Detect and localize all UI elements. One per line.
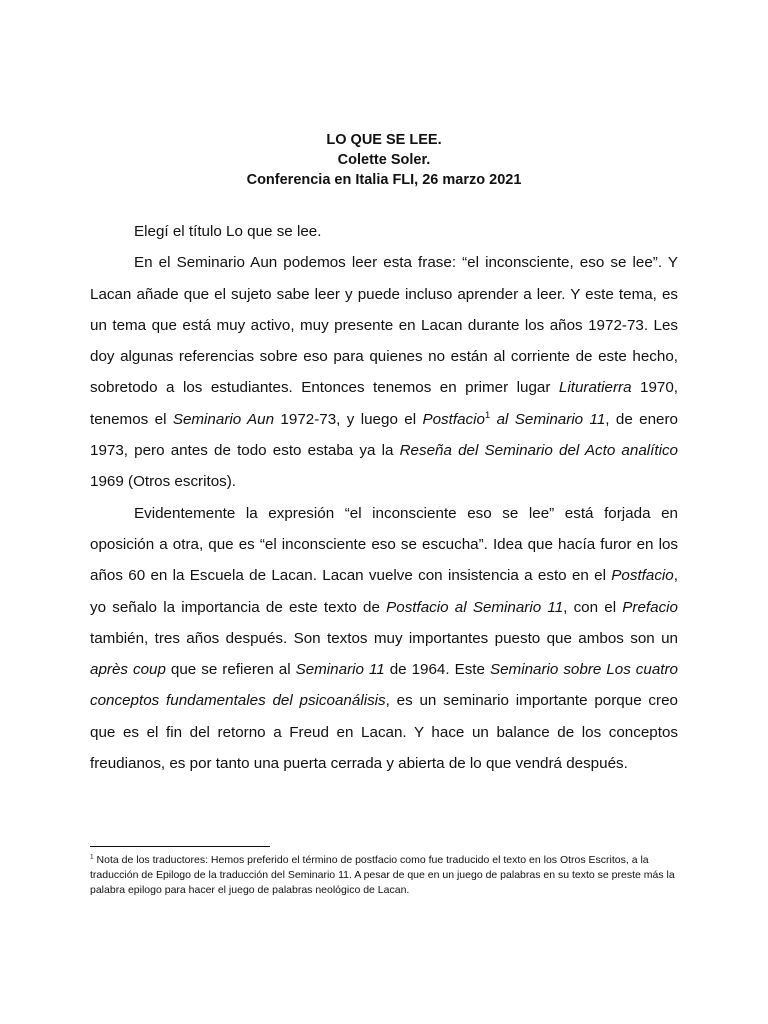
text-run: Evidentemente la expresión “el inconsciente eso se lee” está forjada en oposición a otra, que es “el inconsciente eso se escucha”. Idea que hacía furor en los años 60 en la Escuela de Lacan. Lacan vuelve con insistencia a esto en el [90, 504, 678, 585]
italic-run: Postfacio al Seminario 11 [386, 598, 564, 616]
italic-run: al Seminario 11 [490, 410, 606, 428]
paragraph-1: Elegí el título Lo que se lee. [134, 223, 322, 240]
text-run: 1970, tenemos el [90, 379, 679, 428]
text-run: que se refieren al [165, 661, 296, 679]
italic-run: Prefacio [622, 598, 678, 616]
text-run: , yo señalo la importancia de este texto de [90, 567, 678, 616]
document-body [90, 216, 678, 779]
text-run: , con el [563, 598, 623, 616]
document-title: LO QUE SE LEE. [326, 132, 442, 148]
footnote-text: Nota de los traductores: Hemos preferido el término de postfacio como fue traducido el texto en los Otros Escritos, a la traducción de Epilogo de la traducción del Seminario 11. A pesar de que en un juego de palabras en su texto se preste más la palabra epilogo para hacer el juego de palabras neológico de Lacan. [90, 854, 675, 896]
italic-run: Postfacio [422, 410, 485, 428]
document-header [90, 130, 678, 190]
italic-run: Lituratierra [558, 379, 632, 397]
footnote-divider [90, 846, 270, 847]
italic-run: après coup [90, 661, 166, 679]
footnote-ref[interactable]: 1 [484, 408, 491, 420]
italic-run: Seminario Aun [172, 410, 275, 428]
text-run: , de enero 1973, pero antes de todo esto estaba ya la [90, 410, 678, 460]
paragraph-2 [90, 247, 678, 497]
footnote-number: 1 [90, 853, 94, 861]
text-run: 1969 (Otros escritos). [90, 473, 237, 491]
footnote [90, 853, 678, 898]
text-run: , es un seminario importante porque creo que es el fin del retorno a Freud en Lacan. Y hace un balance de los conceptos freudianos, es por tanto una puerta cerrada y abierta de lo que vendrá después. [90, 692, 678, 773]
italic-run: Seminario 11 [295, 661, 385, 679]
italic-run: Reseña del Seminario del Acto analítico [399, 442, 679, 460]
text-run: En el Seminario Aun podemos leer esta frase: “el inconsciente, eso se lee”. Y Lacan añade que el sujeto sabe leer y puede incluso aprender a leer. Y este tema, es un tema que está muy activo, muy presente en Lacan durante los años 1972-73. Les doy algunas referencias sobre eso para quienes no están al corriente de este hecho, sobretodo a los estudiantes. Entonces tenemos en primer lugar [90, 254, 678, 397]
document-author: Colette Soler. [337, 152, 431, 168]
text-run: de 1964. Este [384, 661, 490, 679]
document-event: Conferencia en Italia FLI, 26 marzo 2021 [246, 172, 522, 188]
italic-run: Seminario sobre Los cuatro conceptos fundamentales del psicoanálisis [90, 661, 678, 710]
text-run: 1972-73, y luego el [274, 410, 423, 428]
paragraph-3 [90, 498, 678, 780]
text-run: también, tres años después. Son textos muy importantes puesto que ambos son un [90, 629, 678, 647]
italic-run: Postfacio [611, 567, 674, 585]
